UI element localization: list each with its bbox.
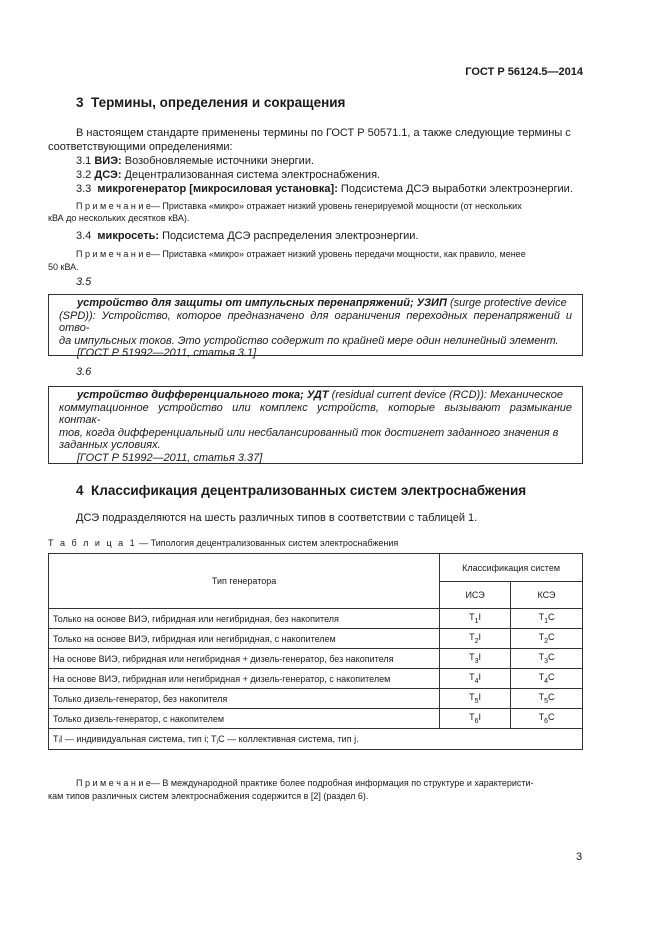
- row-label: На основе ВИЭ, гибридная или негибридная + дизель-генератор, с накопителем: [49, 669, 440, 689]
- kse-cell: $T_2C$: [511, 629, 583, 649]
- ise-cell: $T_5I$: [440, 689, 511, 709]
- typology-table: [48, 553, 583, 750]
- ise-cell: $T_2I$: [440, 629, 511, 649]
- intro-line-2: соответствующими определениями:: [48, 141, 233, 153]
- section-3-heading: [76, 95, 345, 110]
- section-title: Термины, определения и сокращения: [91, 95, 346, 110]
- section-title: Классификация децентрализованных систем электроснабжения: [91, 483, 527, 498]
- section-4-note-line-2: кам типов различных систем электроснабжения содержится в [2] (раздел 6).: [48, 791, 369, 801]
- note-2-line-1: П р и м е ч а н и е— Приставка «микро» отражает низкий уровень передачи мощности, как правило, менее: [76, 249, 526, 259]
- kse-cell: $T_6C$: [511, 709, 583, 729]
- term-3-6-box: устройство дифференциального тока; УДТ (residual current device (RCD)): Механическое коммутационное устройство или комплекс устройств, которые вызывают размыкание контак- тов, когда дифференциальный или несбалансированный ток достигнет заданного значения в заданных условиях. [ГОСТ Р 51992—2011, статья 3.37]: [48, 386, 583, 464]
- header-kse: КСЭ: [511, 582, 583, 609]
- row-label: Только дизель-генератор, без накопителя: [49, 689, 440, 709]
- intro-line-1: В настоящем стандарте применены термины по ГОСТ Р 50571.1, а также следующие термины с: [76, 127, 571, 139]
- ise-cell: $T_6I$: [440, 709, 511, 729]
- note-1-line-2: кВА до нескольких десятков кВА).: [48, 213, 190, 223]
- ise-cell: $T_1I$: [440, 609, 511, 629]
- section-4-heading: [76, 483, 526, 498]
- term-3-5-box: устройство для защиты от импульсных перенапряжений; УЗИП (surge protective device (SPD)): Устройство, которое предназначено для ограничения переходных перенапряжений и отво- да импульсных токов. Это устройство содержит по крайней мере один нелинейный элемент. [ГОСТ Р 51992—2011, статья 3.1]: [48, 294, 583, 356]
- page-number: 3: [576, 851, 583, 863]
- table-row: [49, 669, 583, 689]
- kse-cell: $T_4C$: [511, 669, 583, 689]
- header-generator-type: Тип генератора: [49, 554, 440, 609]
- header-ise: ИСЭ: [440, 582, 511, 609]
- section-4-intro: ДСЭ подразделяются на шесть различных типов в соответствии с таблицей 1.: [76, 512, 478, 524]
- table-row: [49, 629, 583, 649]
- section-number: 4: [76, 483, 84, 498]
- row-label: На основе ВИЭ, гибридная или негибридная + дизель-генератор, без накопителя: [49, 649, 440, 669]
- ise-cell: $T_3I$: [440, 649, 511, 669]
- table-caption: Т а б л и ц а 1 — Типология децентрализованных систем электроснабжения: [48, 538, 399, 548]
- table-row: [49, 609, 583, 629]
- table-footnote: TᵢI — индивидуальная система, тип i; TⱼC — коллективная система, тип j.: [49, 729, 583, 750]
- term-3-4: 3.4 микросеть: Подсистема ДСЭ распределения электроэнергии.: [76, 230, 419, 242]
- table-row: [49, 649, 583, 669]
- term-3-6-index: 3.6: [76, 366, 92, 378]
- row-label: Только на основе ВИЭ, гибридная или негибридная, без накопителя: [49, 609, 440, 629]
- term-3-2: 3.2 ДСЭ: Децентрализованная система электроснабжения.: [76, 169, 381, 181]
- table-row: [49, 689, 583, 709]
- note-2-line-2: 50 кВА.: [48, 262, 79, 272]
- section-4-note-line-1: П р и м е ч а н и е— В международной практике более подробная информация по структуре и характеристи-: [76, 778, 534, 788]
- document-header: ГОСТ Р 56124.5—2014: [465, 66, 583, 78]
- term-3-5-index: 3.5: [76, 276, 92, 288]
- table-row: [49, 709, 583, 729]
- kse-cell: $T_5C$: [511, 689, 583, 709]
- term-3-3: 3.3 микрогенератор [микросиловая установка]: Подсистема ДСЭ выработки электроэнергии.: [76, 183, 573, 195]
- note-1-line-1: П р и м е ч а н и е— Приставка «микро» отражает низкий уровень генерируемой мощности (от нескольких: [76, 201, 522, 211]
- ise-cell: $T_4I$: [440, 669, 511, 689]
- header-classification: Классификация систем: [440, 554, 583, 582]
- row-label: Только на основе ВИЭ, гибридная или негибридная, с накопителем: [49, 629, 440, 649]
- section-number: 3: [76, 95, 84, 110]
- term-3-1: 3.1 ВИЭ: Возобновляемые источники энергии.: [76, 155, 315, 167]
- kse-cell: $T_1C$: [511, 609, 583, 629]
- kse-cell: $T_3C$: [511, 649, 583, 669]
- row-label: Только дизель-генератор, с накопителем: [49, 709, 440, 729]
